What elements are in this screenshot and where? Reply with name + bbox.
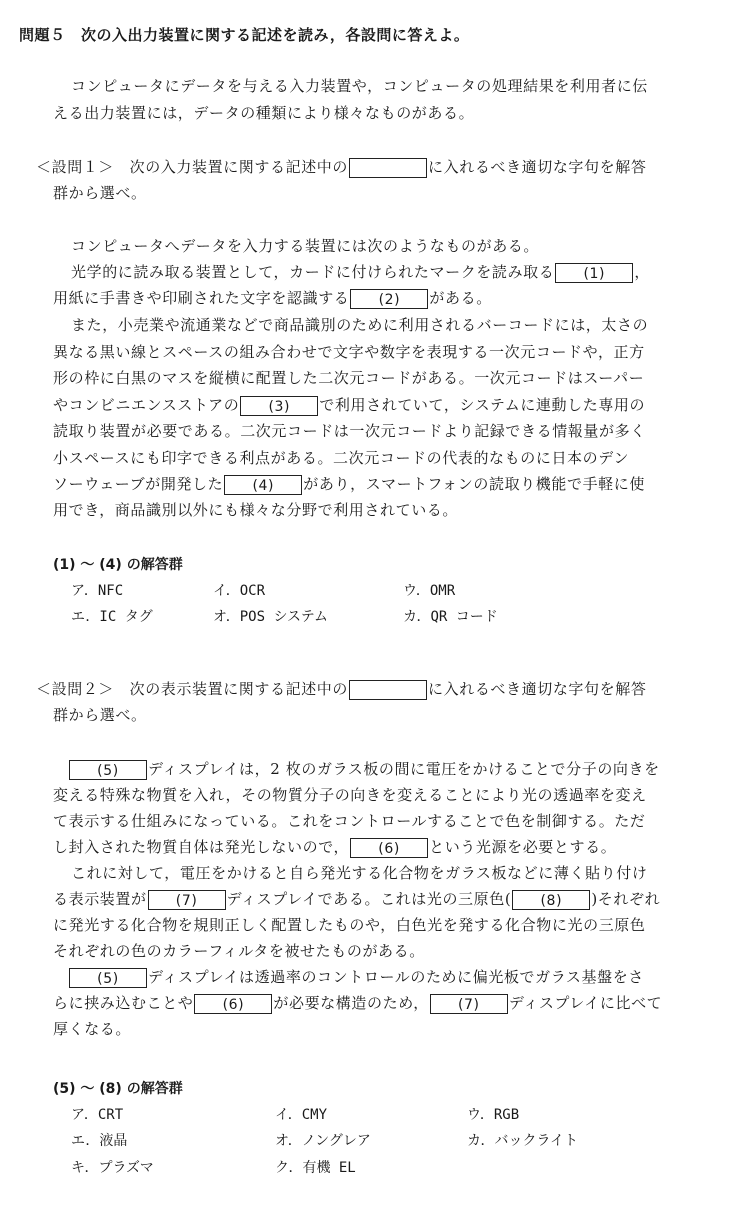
q2-choice-ki: キ．プラズマ [71, 1160, 154, 1176]
q2-line-3: て表示する仕組みになっている。これをコントロールすることで色を制御する。ただ [53, 812, 646, 830]
q1-line-10 [53, 474, 645, 495]
answer-box-8: (8) [512, 890, 590, 910]
q2-line-1 [68, 759, 660, 780]
q2-choice-a: ア．CRT [71, 1107, 124, 1123]
q1-blank-box [349, 158, 427, 178]
q2-prompt-text-a: ＜設問２＞ 次の表示装置に関する記述中の [36, 680, 349, 698]
answer-box-2: (2) [350, 289, 428, 309]
q1-choice-ka: カ．QR コード [403, 609, 498, 625]
q2-choice-u: ウ．RGB [467, 1107, 520, 1123]
q2-line-7: に発光する化合物を規則正しく配置したものや，白色光を発する化合物に光の三原色 [53, 916, 646, 934]
q2-prompt-text-b: に入れるべき適切な字句を解答 [428, 680, 647, 698]
intro-line-1: コンピュータにデータを与える入力装置や，コンピュータの処理結果を利用者に伝 [71, 77, 648, 95]
q2-line-4-tail: という光源を必要とする。 [429, 838, 617, 856]
q1-line-7-text: やコンビニエンスストアの [53, 396, 240, 414]
q2-line-9-text: ディスプレイは透過率のコントロールのために偏光板でガラス基盤をさ [148, 968, 644, 986]
q1-line-3-tail: がある。 [429, 289, 492, 307]
answer-box-5: (5) [69, 760, 147, 780]
q1-prompt-text-b: に入れるべき適切な字句を解答 [428, 158, 647, 176]
q1-prompt [36, 157, 646, 178]
answer-box-6-repeat: (6) [194, 994, 272, 1014]
question-title: 問題５ 次の入出力装置に関する記述を読み，各設問に答えよ。 [19, 26, 470, 44]
q1-line-10-text: ソーウェーブが開発した [53, 475, 224, 493]
answer-box-7-repeat: (7) [430, 994, 508, 1014]
q2-line-11: 厚くなる。 [53, 1020, 132, 1038]
q2-line-6-tail: )それぞれ [591, 890, 661, 908]
q1-line-2 [71, 262, 650, 283]
q2-choice-i: イ．CMY [275, 1107, 328, 1123]
q2-line-5: これに対して，電圧をかけると自ら発光する化合物をガラス板などに薄く貼り付け [71, 864, 648, 882]
q2-line-6-mid: ディスプレイである。これは光の三原色( [226, 890, 512, 908]
q2-choice-ka: カ．バックライト [467, 1133, 579, 1149]
intro-line-2: える出力装置には，データの種類により様々なものがある。 [53, 104, 475, 122]
q1-choice-i: イ．OCR [213, 583, 266, 599]
q1-line-2-tail: ， [634, 263, 650, 281]
q2-line-2: 変える特殊な物質を入れ，その物質分子の向きを変えることにより光の透過率を変え [53, 786, 647, 804]
q1-line-3-text: 用紙に手書きや印刷された文字を認識する [53, 289, 350, 307]
q1-line-11: 用でき，商品識別以外にも様々な分野で利用されている。 [53, 501, 459, 519]
q2-line-6-text: る表示装置が [53, 890, 147, 908]
q1-choice-o: オ．POS システム [213, 609, 329, 625]
q2-prompt [36, 679, 646, 700]
q2-line-4-text: し封入された物質自体は発光しないので， [53, 838, 350, 856]
q1-choice-a: ア．NFC [71, 583, 124, 599]
q1-line-9: 小スペースにも印字できる利点がある。二次元コードの代表的なものに日本のデン [53, 449, 630, 467]
q2-line-10 [53, 993, 662, 1014]
q2-line-10-mid: が必要な構造のため， [273, 994, 429, 1012]
q2-line-10-tail: ディスプレイに比べて [508, 994, 663, 1012]
q1-prompt-text-a: ＜設問１＞ 次の入力装置に関する記述中の [36, 158, 349, 176]
q1-line-2-text: 光学的に読み取る装置として，カードに付けられたマークを読み取る [71, 263, 555, 281]
q1-line-4: また，小売業や流通業などで商品識別のために利用されるバーコードには，太さの [71, 316, 649, 334]
q1-prompt-line-2: 群から選べ。 [53, 184, 147, 202]
answer-box-5-repeat: (5) [69, 968, 147, 988]
q1-answer-header: (1) ～ (4) の解答群 [53, 557, 183, 573]
q2-prompt-line-2: 群から選べ。 [53, 706, 147, 724]
answer-box-7: (7) [148, 890, 226, 910]
answer-box-4: (4) [224, 475, 302, 495]
q1-line-8: 読取り装置が必要である。二次元コードは一次元コードより記録できる情報量が多く [53, 422, 646, 440]
q1-line-7-tail: で利用されていて，システムに連動した専用の [319, 396, 646, 414]
q2-line-8: それぞれの色のカラーフィルタを被せたものがある。 [53, 942, 425, 960]
q2-choice-e: エ．液晶 [71, 1133, 128, 1149]
q2-line-1-text: ディスプレイは，2 枚のガラス板の間に電圧をかけることで分子の向きを [148, 760, 660, 778]
q1-line-10-tail: があり，スマートフォンの読取り機能で手軽に使 [303, 475, 645, 493]
q1-choice-e: エ．IC タグ [71, 609, 153, 625]
q2-blank-box [349, 680, 427, 700]
answer-box-3: (3) [240, 396, 318, 416]
q1-line-1: コンピュータへデータを入力する装置には次のようなものがある。 [71, 237, 540, 255]
q1-line-3 [53, 288, 492, 309]
q1-choice-u: ウ．OMR [403, 583, 456, 599]
q2-line-9 [68, 967, 644, 988]
q1-line-7 [53, 395, 645, 416]
answer-box-1: (1) [555, 263, 633, 283]
q2-choice-ku: ク．有機 EL [275, 1160, 356, 1176]
q2-line-10-text: らに挟み込むことや [53, 994, 194, 1012]
q2-choice-o: オ．ノングレア [275, 1133, 371, 1149]
q1-line-6: 形の枠に白黒のマスを縦横に配置した二次元コードがある。一次元コードはスーパー [53, 369, 645, 387]
q2-line-6 [53, 889, 660, 910]
q2-line-4 [53, 837, 616, 858]
q2-answer-header: (5) ～ (8) の解答群 [53, 1081, 183, 1097]
answer-box-6: (6) [350, 838, 428, 858]
q1-line-5: 異なる黒い線とスペースの組み合わせで文字や数字を表現する一次元コードや，正方 [53, 343, 645, 361]
